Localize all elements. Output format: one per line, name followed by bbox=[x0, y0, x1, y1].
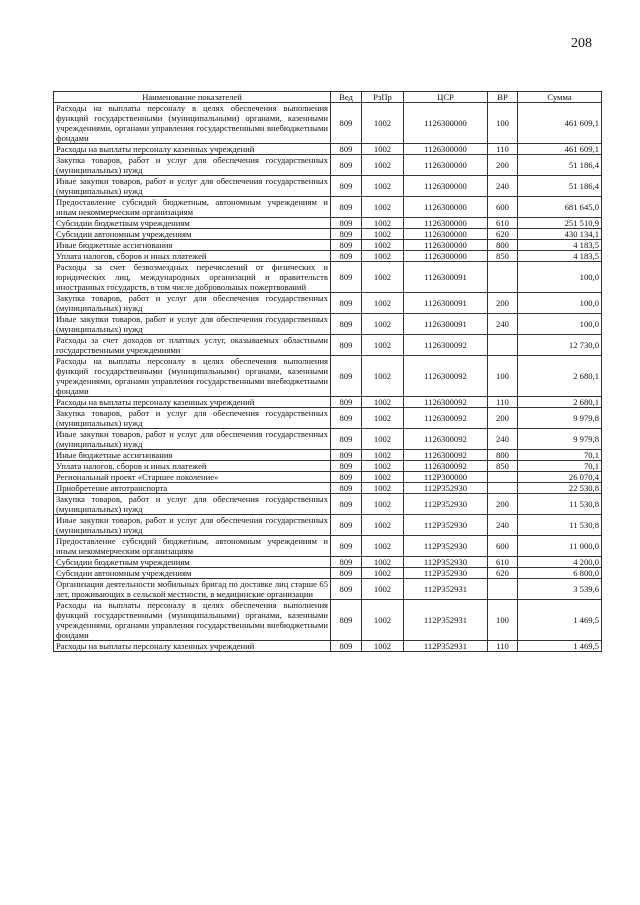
cell-rzpr: 1002 bbox=[362, 600, 404, 641]
header-csr: ЦСР bbox=[404, 92, 488, 103]
cell-name: Иные закупки товаров, работ и услуг для обеспечения государственных (муниципальных) нужд bbox=[54, 176, 331, 197]
cell-rzpr: 1002 bbox=[362, 155, 404, 176]
table-row bbox=[54, 494, 602, 515]
cell-sum: 1 469,5 bbox=[518, 641, 602, 652]
cell-sum: 70,1 bbox=[518, 450, 602, 461]
cell-csr: 1126300092 bbox=[404, 408, 488, 429]
table-row bbox=[54, 144, 602, 155]
cell-vr: 100 bbox=[488, 600, 518, 641]
cell-sum: 100,0 bbox=[518, 314, 602, 335]
cell-csr: 1126300091 bbox=[404, 314, 488, 335]
cell-ved: 809 bbox=[331, 536, 362, 557]
cell-vr: 610 bbox=[488, 557, 518, 568]
cell-name: Расходы за счет безвозмездных перечислений от физических и юридических лиц, международных организаций и правительств иностранных государств, в том числе добровольных пожертвований bbox=[54, 262, 331, 293]
cell-csr: 1126300092 bbox=[404, 429, 488, 450]
cell-ved: 809 bbox=[331, 472, 362, 483]
cell-name: Иные закупки товаров, работ и услуг для обеспечения государственных (муниципальных) нужд bbox=[54, 515, 331, 536]
cell-ved: 809 bbox=[331, 408, 362, 429]
cell-vr: 620 bbox=[488, 229, 518, 240]
cell-vr: 100 bbox=[488, 103, 518, 144]
cell-name: Предоставление субсидий бюджетным, автономным учреждениям и иным некоммерческим организациям bbox=[54, 536, 331, 557]
cell-sum: 11 530,8 bbox=[518, 494, 602, 515]
cell-sum: 100,0 bbox=[518, 293, 602, 314]
cell-sum: 2 680,1 bbox=[518, 356, 602, 397]
table-row bbox=[54, 429, 602, 450]
cell-name: Иные бюджетные ассигнования bbox=[54, 240, 331, 251]
table-row bbox=[54, 197, 602, 218]
cell-rzpr: 1002 bbox=[362, 314, 404, 335]
table-row bbox=[54, 356, 602, 397]
cell-sum: 51 186,4 bbox=[518, 155, 602, 176]
cell-name: Организация деятельности мобильных бригад по доставке лиц старше 65 лет, проживающих в сельской местности, в медицинские организации bbox=[54, 579, 331, 600]
cell-vr: 240 bbox=[488, 176, 518, 197]
cell-sum: 3 539,6 bbox=[518, 579, 602, 600]
cell-csr: 112P352930 bbox=[404, 483, 488, 494]
cell-vr: 110 bbox=[488, 641, 518, 652]
cell-ved: 809 bbox=[331, 218, 362, 229]
cell-ved: 809 bbox=[331, 229, 362, 240]
cell-rzpr: 1002 bbox=[362, 397, 404, 408]
cell-sum: 100,0 bbox=[518, 262, 602, 293]
cell-vr: 600 bbox=[488, 536, 518, 557]
table-row bbox=[54, 293, 602, 314]
page-number: 208 bbox=[571, 36, 592, 51]
cell-name: Уплата налогов, сборов и иных платежей bbox=[54, 251, 331, 262]
table-row bbox=[54, 568, 602, 579]
cell-csr: 112P352930 bbox=[404, 557, 488, 568]
cell-sum: 4 183,5 bbox=[518, 251, 602, 262]
cell-vr bbox=[488, 335, 518, 356]
cell-rzpr: 1002 bbox=[362, 483, 404, 494]
table-row bbox=[54, 472, 602, 483]
cell-csr: 1126300092 bbox=[404, 356, 488, 397]
cell-sum: 2 680,1 bbox=[518, 397, 602, 408]
cell-name: Субсидии автономным учреждениям bbox=[54, 229, 331, 240]
table-body bbox=[54, 103, 602, 652]
cell-ved: 809 bbox=[331, 314, 362, 335]
cell-ved: 809 bbox=[331, 461, 362, 472]
cell-csr: 1126300000 bbox=[404, 229, 488, 240]
cell-name: Расходы за счет доходов от платных услуг, оказываемых областными государственными учреждениями bbox=[54, 335, 331, 356]
cell-csr: 112P352931 bbox=[404, 600, 488, 641]
cell-rzpr: 1002 bbox=[362, 293, 404, 314]
table-row bbox=[54, 536, 602, 557]
cell-name: Региональный проект «Старшее поколение» bbox=[54, 472, 331, 483]
cell-csr: 112P352930 bbox=[404, 568, 488, 579]
table-row bbox=[54, 461, 602, 472]
cell-ved: 809 bbox=[331, 240, 362, 251]
table-row bbox=[54, 176, 602, 197]
cell-csr: 112P352931 bbox=[404, 641, 488, 652]
cell-vr bbox=[488, 483, 518, 494]
cell-name: Иные бюджетные ассигнования bbox=[54, 450, 331, 461]
cell-rzpr: 1002 bbox=[362, 515, 404, 536]
cell-name: Уплата налогов, сборов и иных платежей bbox=[54, 461, 331, 472]
header-ved: Вед bbox=[331, 92, 362, 103]
header-vr: ВР bbox=[488, 92, 518, 103]
cell-vr: 110 bbox=[488, 397, 518, 408]
cell-vr: 800 bbox=[488, 450, 518, 461]
cell-rzpr: 1002 bbox=[362, 472, 404, 483]
cell-csr: 1126300000 bbox=[404, 176, 488, 197]
cell-ved: 809 bbox=[331, 515, 362, 536]
cell-name: Расходы на выплаты персоналу казенных учреждений bbox=[54, 641, 331, 652]
cell-vr: 100 bbox=[488, 356, 518, 397]
cell-csr: 1126300000 bbox=[404, 251, 488, 262]
cell-rzpr: 1002 bbox=[362, 461, 404, 472]
cell-vr: 200 bbox=[488, 155, 518, 176]
cell-vr: 200 bbox=[488, 408, 518, 429]
cell-ved: 809 bbox=[331, 483, 362, 494]
table-row bbox=[54, 483, 602, 494]
cell-name: Закупка товаров, работ и услуг для обеспечения государственных (муниципальных) нужд bbox=[54, 408, 331, 429]
cell-rzpr: 1002 bbox=[362, 218, 404, 229]
cell-name: Субсидии автономным учреждениям bbox=[54, 568, 331, 579]
cell-csr: 1126300092 bbox=[404, 450, 488, 461]
cell-csr: 1126300000 bbox=[404, 197, 488, 218]
cell-ved: 809 bbox=[331, 335, 362, 356]
cell-rzpr: 1002 bbox=[362, 568, 404, 579]
cell-ved: 809 bbox=[331, 600, 362, 641]
cell-vr: 800 bbox=[488, 240, 518, 251]
table-header-row bbox=[54, 92, 602, 103]
cell-rzpr: 1002 bbox=[362, 641, 404, 652]
cell-rzpr: 1002 bbox=[362, 579, 404, 600]
cell-name: Приобретение автотранспорта bbox=[54, 483, 331, 494]
table-row bbox=[54, 641, 602, 652]
cell-rzpr: 1002 bbox=[362, 557, 404, 568]
cell-vr bbox=[488, 262, 518, 293]
cell-name: Расходы на выплаты персоналу в целях обеспечения выполнения функций государственными (муниципальными) органами, казенными учреждениями, органами управления государственными внебюджетными фондами bbox=[54, 356, 331, 397]
cell-vr bbox=[488, 472, 518, 483]
cell-sum: 6 800,0 bbox=[518, 568, 602, 579]
cell-sum: 11 000,0 bbox=[518, 536, 602, 557]
cell-rzpr: 1002 bbox=[362, 103, 404, 144]
cell-sum: 681 645,0 bbox=[518, 197, 602, 218]
cell-csr: 1126300091 bbox=[404, 293, 488, 314]
cell-vr: 850 bbox=[488, 461, 518, 472]
cell-csr: 1126300092 bbox=[404, 335, 488, 356]
table-row bbox=[54, 397, 602, 408]
cell-ved: 809 bbox=[331, 568, 362, 579]
cell-sum: 251 510,9 bbox=[518, 218, 602, 229]
cell-ved: 809 bbox=[331, 155, 362, 176]
cell-ved: 809 bbox=[331, 356, 362, 397]
cell-rzpr: 1002 bbox=[362, 229, 404, 240]
cell-sum: 9 979,8 bbox=[518, 408, 602, 429]
table-row bbox=[54, 600, 602, 641]
cell-csr: 1126300000 bbox=[404, 218, 488, 229]
table-row bbox=[54, 229, 602, 240]
cell-name: Расходы на выплаты персоналу казенных учреждений bbox=[54, 397, 331, 408]
cell-csr: 1126300000 bbox=[404, 103, 488, 144]
cell-rzpr: 1002 bbox=[362, 536, 404, 557]
cell-csr: 1126300000 bbox=[404, 240, 488, 251]
cell-csr: 112P352930 bbox=[404, 536, 488, 557]
cell-rzpr: 1002 bbox=[362, 197, 404, 218]
cell-name: Субсидии бюджетным учреждениям bbox=[54, 557, 331, 568]
cell-name: Закупка товаров, работ и услуг для обеспечения государственных (муниципальных) нужд bbox=[54, 293, 331, 314]
cell-ved: 809 bbox=[331, 557, 362, 568]
cell-name: Расходы на выплаты персоналу в целях обеспечения выполнения функций государственными (муниципальными) органами, казенными учреждениями, органами управления государственными внебюджетными фондами bbox=[54, 103, 331, 144]
table-row bbox=[54, 557, 602, 568]
cell-name: Расходы на выплаты персоналу казенных учреждений bbox=[54, 144, 331, 155]
header-sum: Сумма bbox=[518, 92, 602, 103]
cell-rzpr: 1002 bbox=[362, 262, 404, 293]
cell-vr: 850 bbox=[488, 251, 518, 262]
table-row bbox=[54, 251, 602, 262]
cell-vr: 110 bbox=[488, 144, 518, 155]
cell-sum: 461 609,1 bbox=[518, 144, 602, 155]
table-row bbox=[54, 335, 602, 356]
cell-vr: 200 bbox=[488, 293, 518, 314]
cell-ved: 809 bbox=[331, 494, 362, 515]
table-row bbox=[54, 515, 602, 536]
cell-ved: 809 bbox=[331, 429, 362, 450]
cell-vr: 620 bbox=[488, 568, 518, 579]
cell-csr: 1126300091 bbox=[404, 262, 488, 293]
cell-vr: 240 bbox=[488, 429, 518, 450]
cell-sum: 51 186,4 bbox=[518, 176, 602, 197]
cell-sum: 461 609,1 bbox=[518, 103, 602, 144]
table-row bbox=[54, 103, 602, 144]
cell-sum: 70,1 bbox=[518, 461, 602, 472]
cell-name: Расходы на выплаты персоналу в целях обеспечения выполнения функций государственными (муниципальными) органами, казенными учреждениями, органами управления государственными внебюджетными фондами bbox=[54, 600, 331, 641]
cell-name: Иные закупки товаров, работ и услуг для обеспечения государственных (муниципальных) нужд bbox=[54, 429, 331, 450]
table-row bbox=[54, 262, 602, 293]
cell-rzpr: 1002 bbox=[362, 240, 404, 251]
table-row bbox=[54, 314, 602, 335]
cell-ved: 809 bbox=[331, 641, 362, 652]
table-row bbox=[54, 579, 602, 600]
cell-sum: 1 469,5 bbox=[518, 600, 602, 641]
cell-ved: 809 bbox=[331, 579, 362, 600]
cell-rzpr: 1002 bbox=[362, 408, 404, 429]
cell-name: Закупка товаров, работ и услуг для обеспечения государственных (муниципальных) нужд bbox=[54, 155, 331, 176]
cell-rzpr: 1002 bbox=[362, 356, 404, 397]
cell-csr: 1126300000 bbox=[404, 155, 488, 176]
cell-name: Иные закупки товаров, работ и услуг для обеспечения государственных (муниципальных) нужд bbox=[54, 314, 331, 335]
cell-vr: 240 bbox=[488, 515, 518, 536]
cell-rzpr: 1002 bbox=[362, 429, 404, 450]
cell-csr: 1126300092 bbox=[404, 397, 488, 408]
cell-csr: 112P352931 bbox=[404, 579, 488, 600]
cell-rzpr: 1002 bbox=[362, 176, 404, 197]
cell-sum: 430 134,1 bbox=[518, 229, 602, 240]
cell-sum: 4 183,5 bbox=[518, 240, 602, 251]
cell-csr: 112P352930 bbox=[404, 494, 488, 515]
cell-vr bbox=[488, 579, 518, 600]
cell-name: Закупка товаров, работ и услуг для обеспечения государственных (муниципальных) нужд bbox=[54, 494, 331, 515]
header-rzpr: РзПр bbox=[362, 92, 404, 103]
cell-rzpr: 1002 bbox=[362, 335, 404, 356]
table-row bbox=[54, 408, 602, 429]
cell-ved: 809 bbox=[331, 450, 362, 461]
header-name: Наименование показателей bbox=[54, 92, 331, 103]
cell-ved: 809 bbox=[331, 144, 362, 155]
cell-vr: 600 bbox=[488, 197, 518, 218]
cell-sum: 4 200,0 bbox=[518, 557, 602, 568]
cell-ved: 809 bbox=[331, 251, 362, 262]
table-row bbox=[54, 450, 602, 461]
cell-csr: 1126300000 bbox=[404, 144, 488, 155]
cell-sum: 9 979,8 bbox=[518, 429, 602, 450]
budget-table bbox=[53, 91, 602, 652]
cell-csr: 112P300000 bbox=[404, 472, 488, 483]
cell-csr: 1126300092 bbox=[404, 461, 488, 472]
cell-ved: 809 bbox=[331, 293, 362, 314]
cell-ved: 809 bbox=[331, 176, 362, 197]
cell-sum: 11 530,8 bbox=[518, 515, 602, 536]
cell-ved: 809 bbox=[331, 397, 362, 408]
cell-ved: 809 bbox=[331, 103, 362, 144]
cell-sum: 22 530,8 bbox=[518, 483, 602, 494]
cell-ved: 809 bbox=[331, 197, 362, 218]
table-row bbox=[54, 240, 602, 251]
cell-name: Предоставление субсидий бюджетным, автономным учреждениям и иным некоммерческим организациям bbox=[54, 197, 331, 218]
cell-vr: 200 bbox=[488, 494, 518, 515]
cell-rzpr: 1002 bbox=[362, 494, 404, 515]
cell-sum: 12 730,0 bbox=[518, 335, 602, 356]
cell-rzpr: 1002 bbox=[362, 450, 404, 461]
cell-rzpr: 1002 bbox=[362, 251, 404, 262]
cell-ved: 809 bbox=[331, 262, 362, 293]
cell-sum: 26 070,4 bbox=[518, 472, 602, 483]
cell-csr: 112P352930 bbox=[404, 515, 488, 536]
table-row bbox=[54, 218, 602, 229]
cell-vr: 610 bbox=[488, 218, 518, 229]
cell-rzpr: 1002 bbox=[362, 144, 404, 155]
cell-vr: 240 bbox=[488, 314, 518, 335]
table-row bbox=[54, 155, 602, 176]
cell-name: Субсидии бюджетным учреждениям bbox=[54, 218, 331, 229]
